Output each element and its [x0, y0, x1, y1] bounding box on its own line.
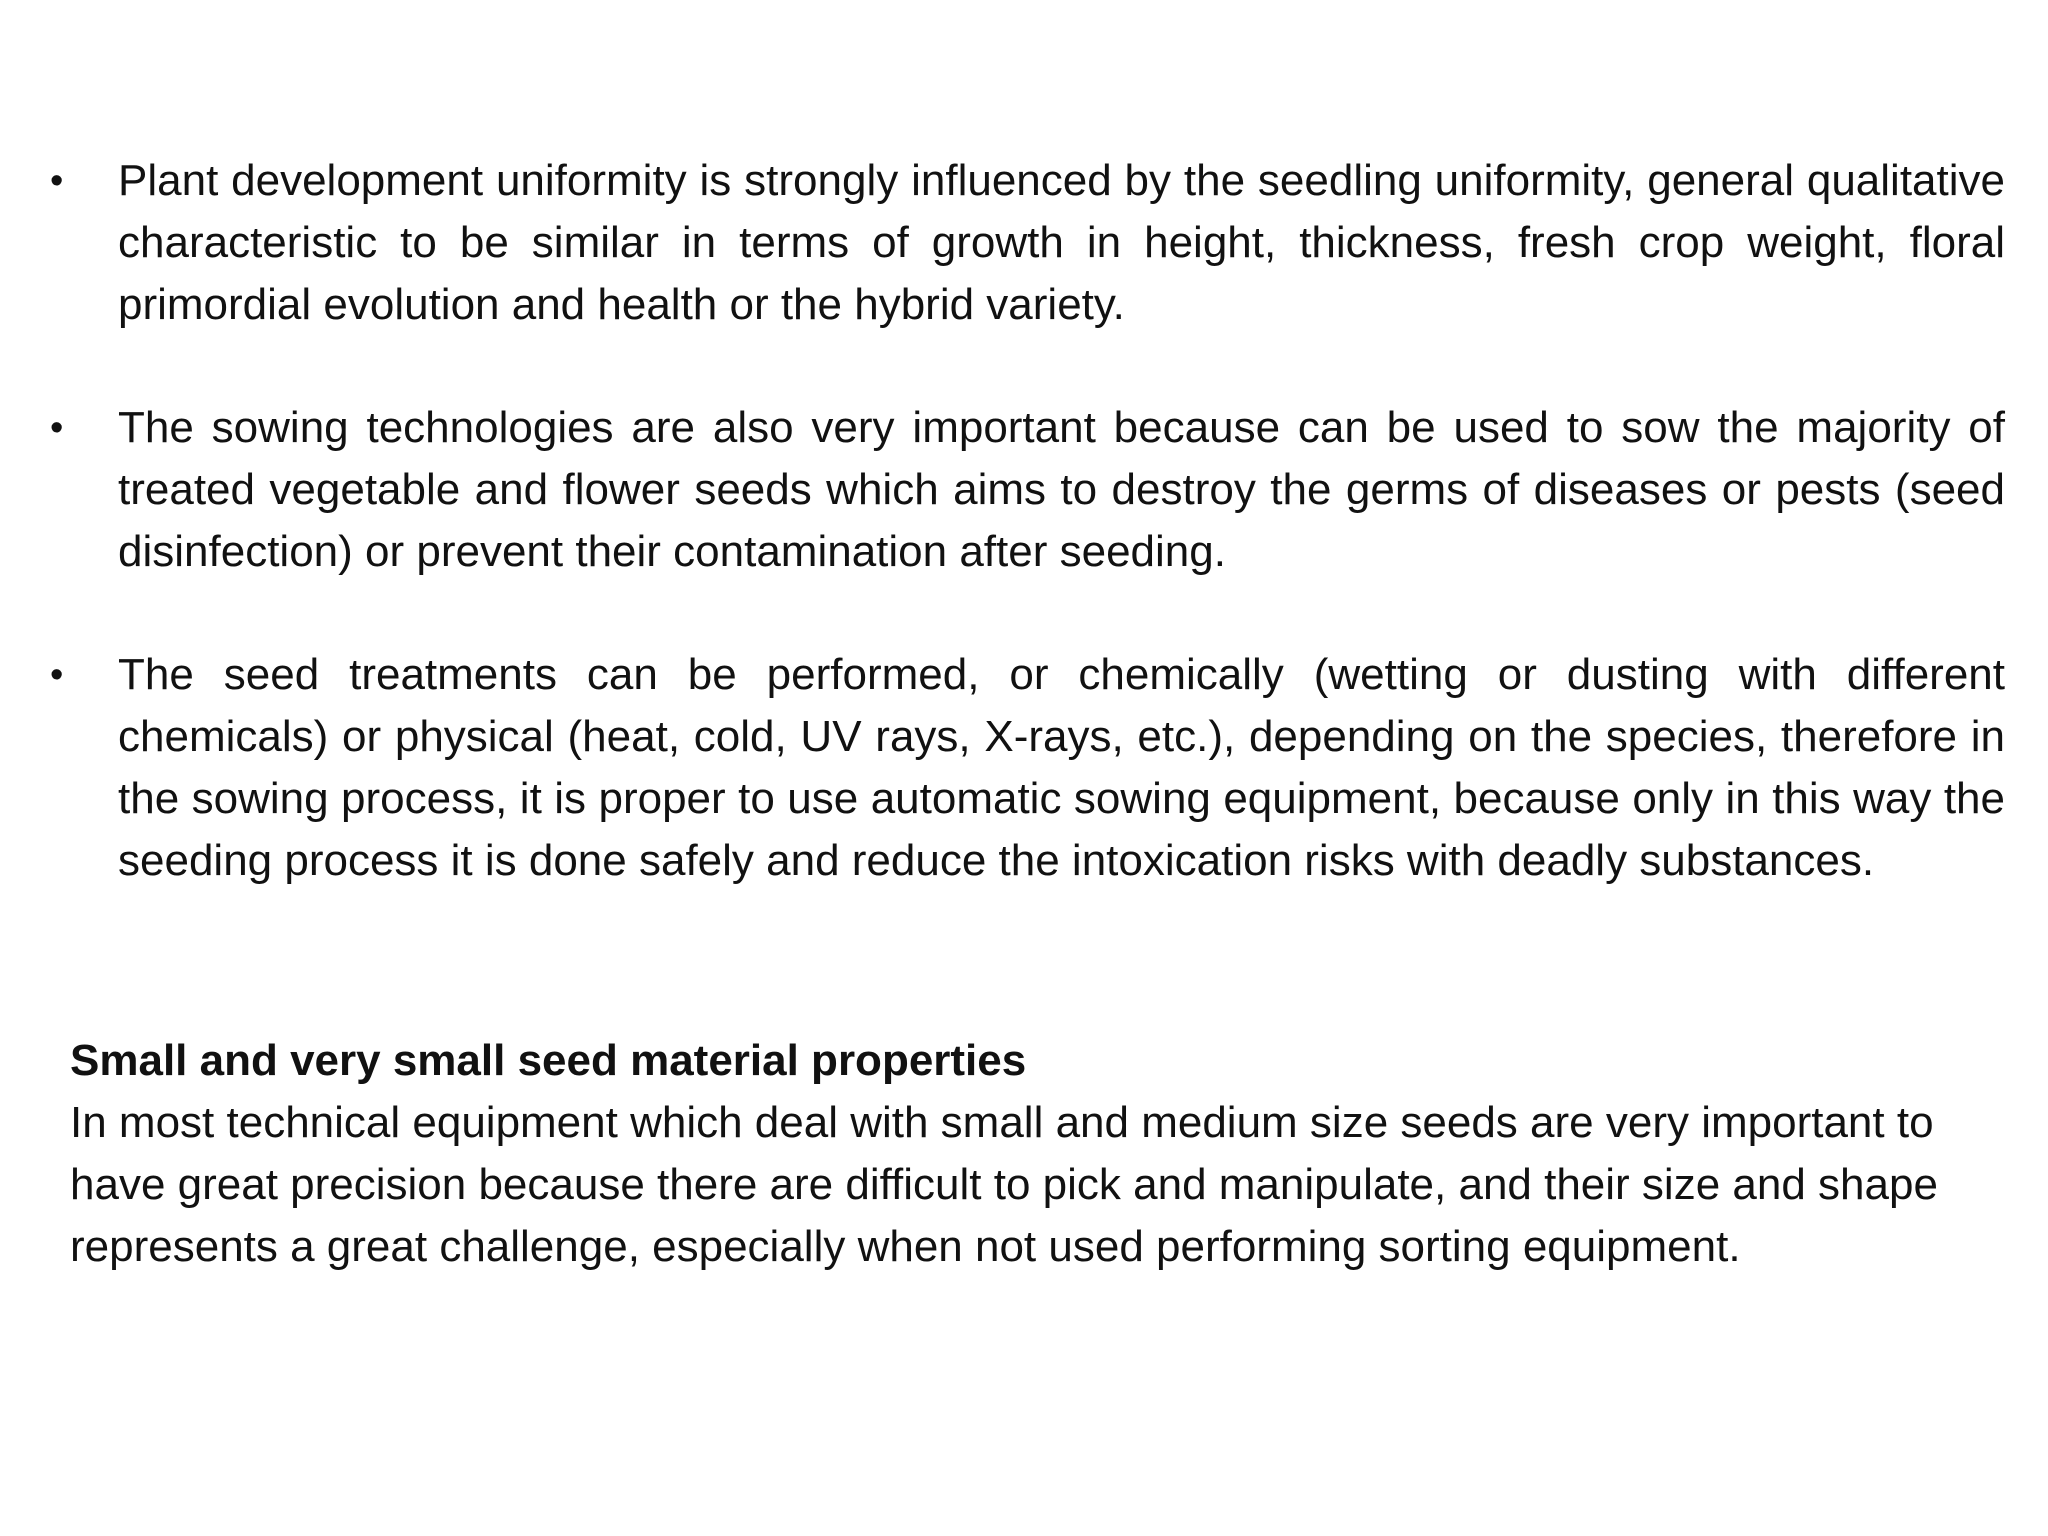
bullet-item: [50, 644, 2005, 892]
seed-properties-section: [70, 1030, 1960, 1278]
bullet-marker: •: [50, 407, 64, 449]
bullet-list: [50, 150, 2005, 892]
section-heading: Small and very small seed material properties: [70, 1036, 1027, 1085]
bullet-marker: •: [50, 160, 64, 202]
bullet-text: Plant development uniformity is strongly influenced by the seedling uniformity, general qualitative characteristic to be similar in terms of growth in height, thickness, fresh crop weight, floral primordial evolution and health or the hybrid variety.: [118, 156, 2005, 329]
bullet-item: [50, 150, 2005, 336]
bullet-text: The sowing technologies are also very important because can be used to sow the majority of treated vegetable and flower seeds which aims to destroy the germs of diseases or pests (seed disinfection) or prevent their contamination after seeding.: [118, 403, 2005, 576]
section-body: In most technical equipment which deal with small and medium size seeds are very important to have great precision because there are difficult to pick and manipulate, and their size and shape represents a great challenge, especially when not used performing sorting equipment.: [70, 1098, 1938, 1271]
bullet-item: [50, 397, 2005, 583]
bullet-marker: •: [50, 654, 64, 696]
bullet-text: The seed treatments can be performed, or chemically (wetting or dusting with different chemicals) or physical (heat, cold, UV rays, X-rays, etc.), depending on the species, therefore in the sowing process, it is proper to use automatic sowing equipment, because only in this way the seeding process it is done safely and reduce the intoxication risks with deadly substances.: [118, 650, 2005, 885]
